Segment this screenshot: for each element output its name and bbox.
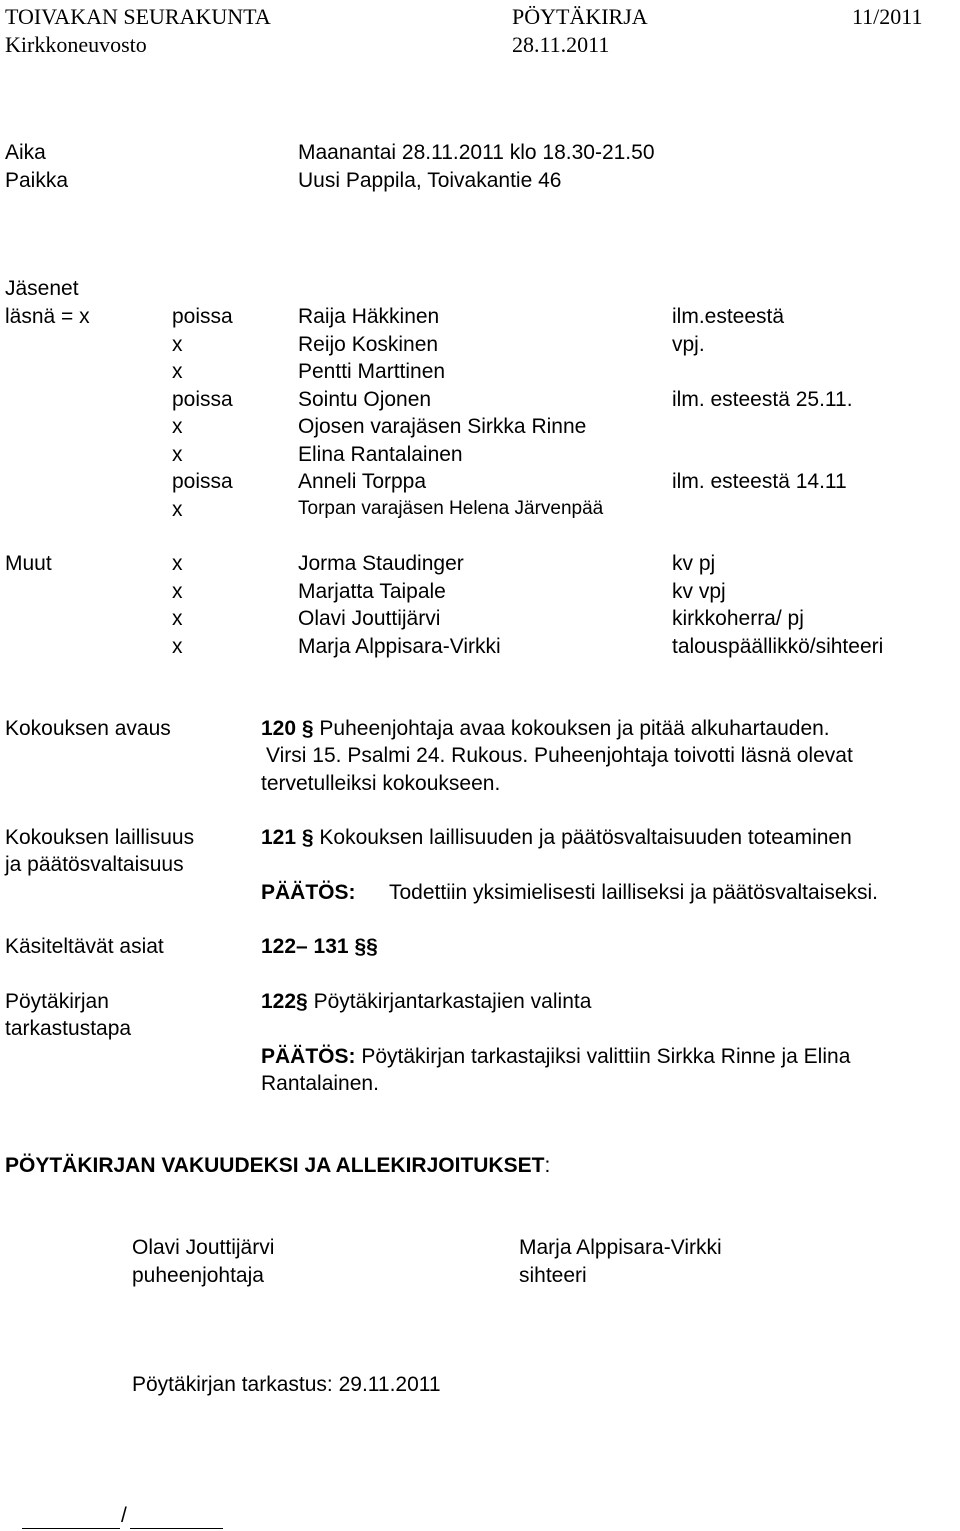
section-label: ja päätösvaltaisuus — [5, 853, 184, 876]
other-name: Marjatta Taipale — [298, 580, 446, 603]
member-name: Sointu Ojonen — [298, 388, 432, 411]
decision-text: Rantalainen. — [261, 1072, 379, 1095]
signature-line — [130, 1528, 223, 1529]
other-role: kv pj — [672, 552, 716, 575]
member-status: x — [172, 443, 183, 466]
other-status: x — [172, 635, 183, 658]
paragraph-symbol: § — [301, 717, 314, 740]
section-number: 120 — [261, 717, 297, 740]
section-label: Käsiteltävät asiat — [5, 935, 164, 958]
decision-line — [261, 1044, 850, 1069]
section-heading — [261, 825, 852, 850]
section-label: tarkastustapa — [5, 1017, 132, 1040]
decision-label: PÄÄTÖS: — [261, 1045, 356, 1068]
place-value: Uusi Pappila, Toivakantie 46 — [298, 169, 562, 192]
member-name: Ojosen varajäsen Sirkka Rinne — [298, 415, 587, 438]
other-role: kirkkoherra/ pj — [672, 607, 804, 630]
present-key: läsnä = x — [5, 305, 90, 328]
review-date: Pöytäkirjan tarkastus: 29.11.2011 — [132, 1373, 441, 1396]
section-heading — [261, 716, 830, 741]
member-name: Anneli Torppa — [298, 470, 427, 493]
paragraph-symbol: §§ — [354, 935, 378, 958]
signer-left-role: puheenjohtaja — [132, 1264, 264, 1287]
section-label: Pöytäkirjan — [5, 990, 109, 1013]
time-label: Aika — [5, 141, 46, 164]
paragraph-symbol: § — [296, 990, 308, 1013]
member-status: poissa — [172, 388, 233, 411]
member-name: Elina Rantalainen — [298, 443, 463, 466]
member-name: Pentti Marttinen — [298, 360, 446, 383]
member-name: Torpan varajäsen Helena Järvenpää — [298, 498, 604, 519]
other-name: Marja Alppisara-Virkki — [298, 635, 501, 658]
member-status: x — [172, 415, 183, 438]
meeting-body: Kirkkoneuvosto — [5, 32, 147, 57]
member-name: Reijo Koskinen — [298, 333, 439, 356]
section-number: 122– 131 — [261, 935, 349, 958]
time-value: Maanantai 28.11.2011 klo 18.30-21.50 — [298, 141, 655, 164]
member-note: ilm. esteestä 25.11. — [672, 388, 853, 411]
signatures-heading-colon: : — [544, 1154, 551, 1177]
others-heading: Muut — [5, 552, 52, 575]
signatures-heading — [5, 1153, 550, 1178]
member-status: poissa — [172, 470, 233, 493]
signature-slash: / — [121, 1504, 127, 1527]
members-heading: Jäsenet — [5, 277, 79, 300]
other-status: x — [172, 580, 183, 603]
section-text: tervetulleiksi kokoukseen. — [261, 772, 501, 795]
signature-line — [22, 1528, 120, 1529]
meeting-date: 28.11.2011 — [512, 32, 610, 57]
other-status: x — [172, 552, 183, 575]
member-status: x — [172, 360, 183, 383]
section-label: Kokouksen laillisuus — [5, 826, 195, 849]
section-range — [261, 934, 378, 959]
signer-right-name: Marja Alppisara-Virkki — [519, 1236, 722, 1259]
section-title: Pöytäkirjantarkastajien valinta — [313, 990, 592, 1013]
section-heading — [261, 989, 591, 1014]
other-name: Olavi Jouttijärvi — [298, 607, 441, 630]
doc-number: 11/2011 — [852, 4, 923, 29]
other-name: Jorma Staudinger — [298, 552, 464, 575]
other-role: kv vpj — [672, 580, 726, 603]
section-text: Virsi 15. Psalmi 24. Rukous. Puheenjohtaja toivotti läsnä olevat — [266, 744, 853, 767]
decision-text: Pöytäkirjan tarkastajiksi valittiin Sirkka Rinne ja Elina — [361, 1045, 851, 1068]
section-label: Kokouksen avaus — [5, 717, 171, 740]
signer-right-role: sihteeri — [519, 1264, 587, 1287]
member-status: x — [172, 333, 183, 356]
section-title: Kokouksen laillisuuden ja päätösvaltaisuuden toteaminen — [319, 826, 852, 849]
member-note: vpj. — [672, 333, 705, 356]
paragraph-symbol: § — [301, 826, 314, 849]
member-note: ilm. esteestä 14.11 — [672, 470, 847, 493]
decision-text: Todettiin yksimielisesti lailliseksi ja päätösvaltaiseksi. — [389, 881, 879, 904]
section-text: Puheenjohtaja avaa kokouksen ja pitää alkuhartauden. — [319, 717, 830, 740]
decision-label: PÄÄTÖS: — [261, 881, 356, 904]
place-label: Paikka — [5, 169, 69, 192]
member-note: ilm.esteestä — [672, 305, 785, 328]
member-name: Raija Häkkinen — [298, 305, 440, 328]
section-number: 122 — [261, 990, 297, 1013]
other-status: x — [172, 607, 183, 630]
member-status: x — [172, 498, 183, 521]
org-name: TOIVAKAN SEURAKUNTA — [5, 4, 271, 29]
section-number: 121 — [261, 826, 297, 849]
member-status: poissa — [172, 305, 233, 328]
other-role: talouspäällikkö/sihteeri — [672, 635, 884, 658]
doc-type: PÖYTÄKIRJA — [512, 4, 648, 29]
signatures-heading-text: PÖYTÄKIRJAN VAKUUDEKSI JA ALLEKIRJOITUKSET — [5, 1154, 545, 1177]
signer-left-name: Olavi Jouttijärvi — [132, 1236, 275, 1259]
